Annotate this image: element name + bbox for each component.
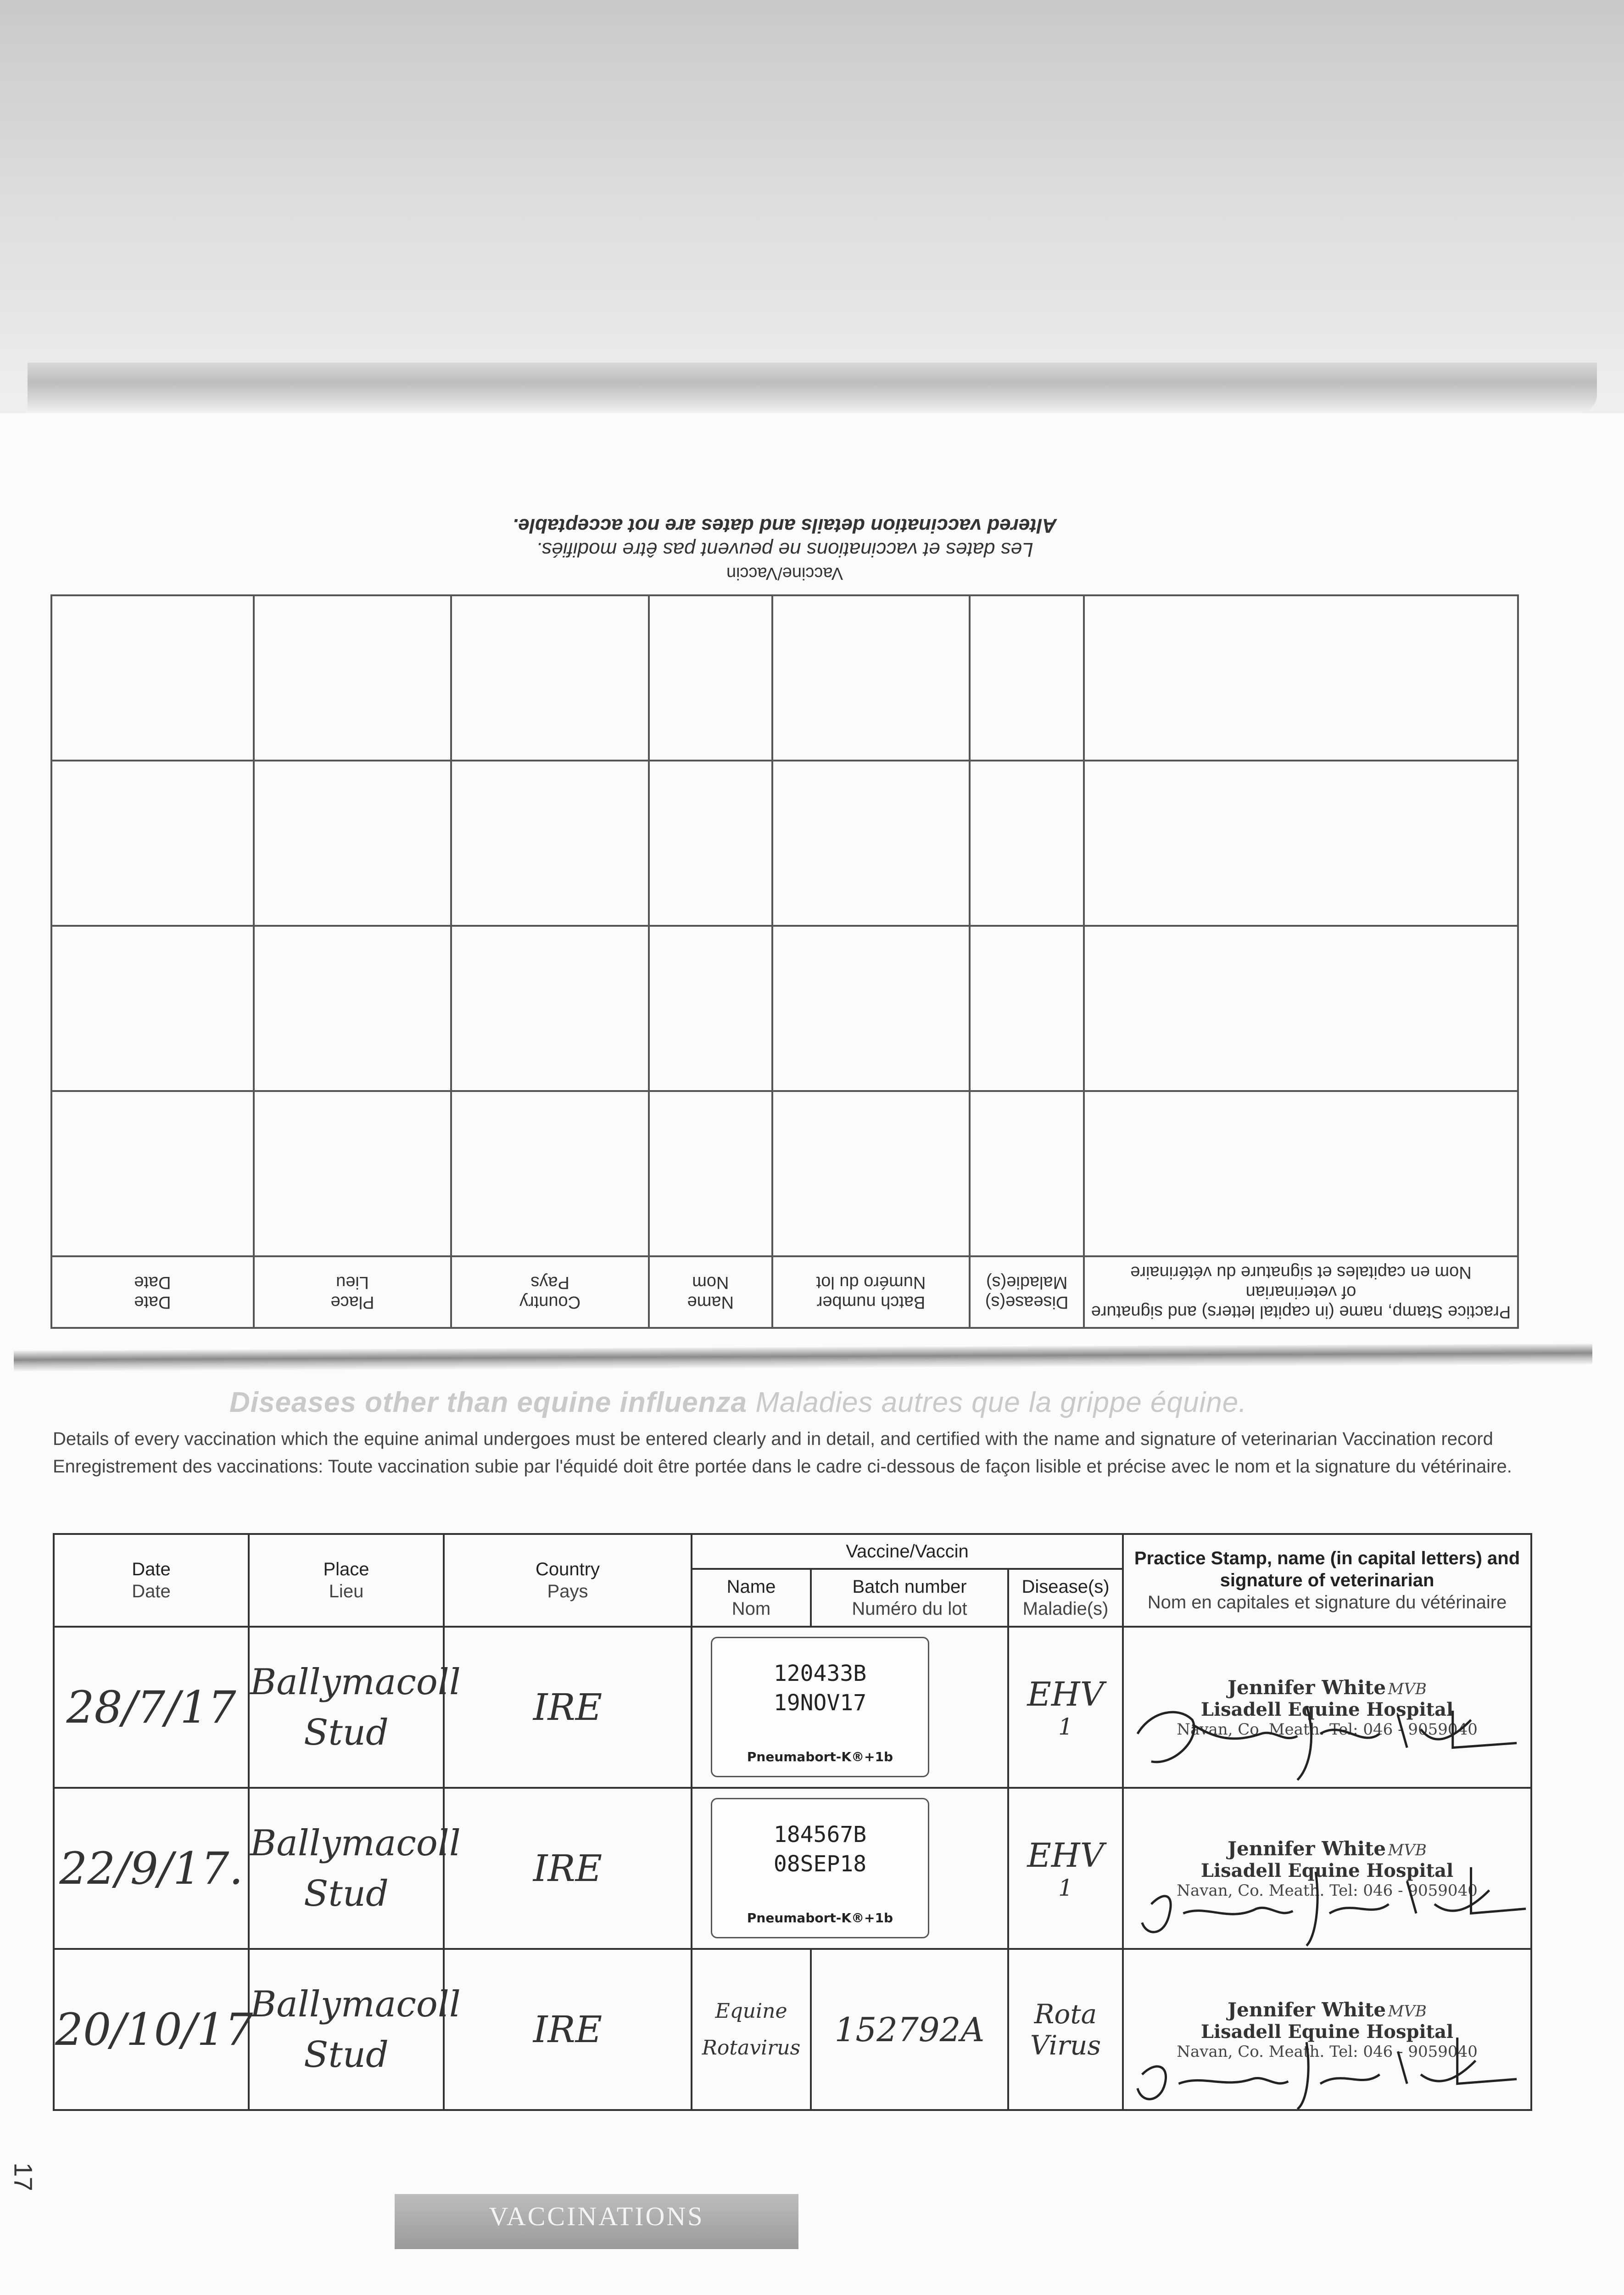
row-batch-number: 120433B xyxy=(773,1661,867,1686)
row-place xyxy=(249,1788,461,1949)
header-batch-en: Batch number xyxy=(852,1577,967,1597)
row-date: 22/9/17. xyxy=(54,1788,249,1949)
upside-down-note-en: Altered vaccination details and dates are not acceptable. xyxy=(513,515,1057,537)
row-vet-stamp xyxy=(1123,1949,1531,2110)
row-batch: 152792A xyxy=(811,1949,1008,2110)
vet-address: Navan, Co. Meath. Tel: 046 - 9059040 xyxy=(1177,1720,1478,1739)
upside-down-header-batch-en: Batch number xyxy=(816,1293,926,1312)
row-batch-number: 184567B xyxy=(773,1822,867,1847)
vet-title: MVB xyxy=(1388,1841,1427,1859)
header-name-en: Name xyxy=(726,1577,776,1597)
row-product-name: Pneumabort-K®+1b xyxy=(747,1749,893,1764)
upside-down-header-vet-fr: Nom en capitales et signature du vétérinaire xyxy=(1130,1263,1472,1282)
row-place xyxy=(249,1949,461,2110)
header-name-fr: Nom xyxy=(731,1599,771,1619)
page-fold-edge xyxy=(28,363,1597,413)
table-row xyxy=(54,1949,1531,2110)
upside-down-row xyxy=(51,761,1518,926)
header-country xyxy=(444,1534,692,1627)
upside-down-header-place-fr: Lieu xyxy=(336,1273,369,1292)
upside-down-header-disease xyxy=(970,1256,1084,1328)
upside-down-header-country-en: Country xyxy=(519,1293,581,1312)
vet-address: Navan, Co. Meath. Tel: 046 - 9059040 xyxy=(1177,1881,1478,1900)
upside-down-header-disease-fr: Maladie(s) xyxy=(986,1273,1068,1292)
page-fold-line xyxy=(14,1343,1592,1371)
row-vaccine-name-line2: Rotavirus xyxy=(702,2036,801,2060)
upside-down-note xyxy=(50,514,1519,585)
row-country: IRE xyxy=(444,1949,692,2110)
vet-hospital: Lisadell Equine Hospital xyxy=(1200,1698,1454,1720)
vet-name: Jennifer White xyxy=(1228,1998,1386,2021)
row-vet-stamp xyxy=(1123,1627,1531,1788)
upside-down-header-batch xyxy=(772,1256,970,1328)
header-place-fr: Lieu xyxy=(329,1581,364,1601)
header-disease-fr: Maladie(s) xyxy=(1022,1599,1109,1619)
page-number: 17 xyxy=(9,2162,38,2191)
row-product-name: Pneumabort-K®+1b xyxy=(747,1910,893,1926)
row-place-line1: Ballymacoll xyxy=(250,1661,461,1703)
footer-label: VACCINATIONS xyxy=(489,2201,704,2231)
row-disease-line1: EHV xyxy=(1027,1836,1104,1875)
row-place-line2: Stud xyxy=(304,1712,389,1753)
header-vet-fr: Nom en capitales et signature du vétérinaire xyxy=(1147,1592,1507,1612)
header-place-en: Place xyxy=(323,1559,369,1579)
row-date: 28/7/17 xyxy=(54,1627,249,1788)
upside-down-header-row xyxy=(51,1256,1518,1328)
upside-down-header-place xyxy=(254,1256,452,1328)
header-vet xyxy=(1123,1534,1531,1627)
upside-down-form xyxy=(50,515,1519,1329)
row-disease-line2: 1 xyxy=(1058,1874,1073,1901)
row-vaccine-label-cell xyxy=(692,1627,1008,1788)
upside-down-group-header: Vaccine/Vaccin xyxy=(726,564,843,583)
row-date: 20/10/17 xyxy=(54,1949,249,2110)
row-country: IRE xyxy=(444,1788,692,1949)
vet-address: Navan, Co. Meath. Tel: 046 - 9059040 xyxy=(1177,2042,1478,2061)
upside-down-row xyxy=(51,926,1518,1091)
section-title-fr: Maladies autres que la grippe équine. xyxy=(755,1387,1247,1418)
section-instructions: Details of every vaccination which the equine animal undergoes must be entered clearly and in detail, and certified with the name and signature of veterinarian Vaccination record Enregistrement des vaccinations: Toute vaccination subie par l'équidé doit être portée dans le cadre ci-dessous de façon lisible et précise avec le nom et la signature du vétérinaire. xyxy=(53,1429,1512,1477)
header-disease xyxy=(1008,1569,1123,1627)
upside-down-header-country xyxy=(451,1256,649,1328)
row-vaccine-name xyxy=(692,1949,811,2110)
row-place-line1: Ballymacoll xyxy=(250,1983,461,2025)
header-country-en: Country xyxy=(535,1559,600,1579)
upside-down-note-fr: Les dates et vaccinations ne peuvent pas être modifiés. xyxy=(536,538,1033,561)
section-title-en: Diseases other than equine influenza xyxy=(229,1387,748,1418)
upside-down-table xyxy=(50,594,1519,1329)
row-vaccine-label-cell xyxy=(692,1788,1008,1949)
upside-down-header-vet xyxy=(1084,1256,1518,1328)
upside-down-header-disease-en: Disease(s) xyxy=(985,1293,1069,1312)
header-vaccine: Vaccine/Vaccin xyxy=(692,1534,1123,1569)
header-batch xyxy=(811,1569,1008,1627)
row-place-line1: Ballymacoll xyxy=(250,1822,461,1864)
upside-down-row xyxy=(51,1091,1518,1256)
vet-title: MVB xyxy=(1388,2002,1427,2021)
row-disease xyxy=(1008,1788,1123,1949)
row-disease-line1: Rota xyxy=(1034,1998,1097,2030)
row-country: IRE xyxy=(444,1627,692,1788)
vaccination-table xyxy=(53,1533,1532,2111)
upside-down-header-date-en: Date xyxy=(134,1293,171,1312)
upside-down-header-name-fr: Nom xyxy=(692,1273,729,1292)
section-title xyxy=(229,1386,1247,1419)
vaccine-label-sticker xyxy=(711,1637,929,1777)
vet-hospital: Lisadell Equine Hospital xyxy=(1200,1859,1454,1881)
row-place xyxy=(249,1627,461,1788)
table-row xyxy=(54,1627,1531,1788)
upside-down-header-batch-fr: Numéro du lot xyxy=(816,1273,926,1292)
row-place-line2: Stud xyxy=(304,1873,389,1914)
page-top-shadow xyxy=(0,0,1624,413)
header-vet-en: Practice Stamp, name (in capital letters) and signature of veterinarian xyxy=(1134,1548,1520,1590)
upside-down-header-name-en: Name xyxy=(687,1293,734,1312)
row-disease xyxy=(1008,1627,1123,1788)
upside-down-header-date xyxy=(51,1256,254,1328)
row-place-line2: Stud xyxy=(304,2034,389,2076)
header-disease-en: Disease(s) xyxy=(1021,1577,1110,1597)
table-header-row xyxy=(54,1534,1531,1569)
vet-name: Jennifer White xyxy=(1228,1837,1386,1860)
header-date-fr: Date xyxy=(132,1581,171,1601)
vet-name: Jennifer White xyxy=(1228,1676,1386,1699)
row-batch-expiry: 19NOV17 xyxy=(773,1690,867,1716)
header-country-fr: Pays xyxy=(547,1581,588,1601)
header-date-en: Date xyxy=(132,1559,171,1579)
header-name xyxy=(692,1569,811,1627)
upside-down-header-name xyxy=(649,1256,772,1328)
upside-down-header-country-fr: Pays xyxy=(530,1273,569,1292)
row-disease-line2: Virus xyxy=(1030,2029,1101,2061)
upside-down-header-vet-en: Practice Stamp, name (in capital letters) and signature of veterinarian xyxy=(1091,1282,1511,1322)
header-date xyxy=(54,1534,249,1627)
row-disease xyxy=(1008,1949,1123,2110)
header-batch-fr: Numéro du lot xyxy=(852,1599,967,1619)
table-row xyxy=(54,1788,1531,1949)
upside-down-header-place-en: Place xyxy=(330,1293,374,1312)
row-vet-stamp xyxy=(1123,1788,1531,1949)
vet-hospital: Lisadell Equine Hospital xyxy=(1200,2021,1454,2043)
vaccine-label-sticker xyxy=(711,1798,929,1938)
row-disease-line2: 1 xyxy=(1058,1713,1073,1740)
upside-down-header-date-fr: Date xyxy=(134,1273,171,1292)
row-vaccine-name-line1: Equine xyxy=(715,1999,787,2023)
header-place xyxy=(249,1534,444,1627)
upside-down-row xyxy=(51,595,1518,761)
vet-title: MVB xyxy=(1388,1679,1427,1698)
row-disease-line1: EHV xyxy=(1027,1674,1104,1713)
row-batch-expiry: 08SEP18 xyxy=(773,1851,867,1877)
